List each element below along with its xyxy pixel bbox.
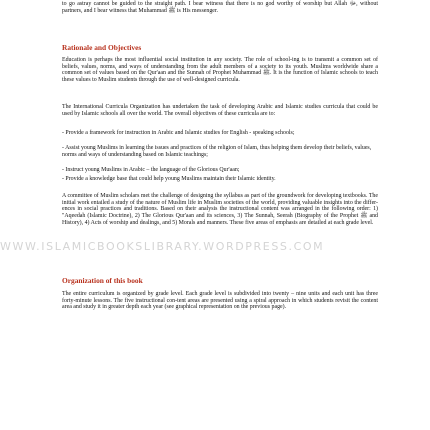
- intro-block: [62, 1, 378, 14]
- intro-paragraph: to go astray cannot be guided to the straight path. I bear witness that there is no god worthy of worship but Allah ﷻ, without partners, and I bear witness that Muhammad ﷺ is His messenger.: [62, 1, 378, 14]
- paragraph-curriculum: The entire curriculum is organized by grade level. Each grade level is subdivided into twenty – nine units and each unit has three forty-minute lessons. The five instructional con-tent areas are presented using a spiral approach in which students revisit the content area and study it in greater depth each year (see graphical representation on the previous page).: [62, 291, 378, 311]
- objectives-list-3: [62, 167, 378, 174]
- watermark-text: WWW.ISLAMICBOOKSLIBRARY.WORDPRESS.COM: [0, 240, 325, 253]
- objectives-list-2: [62, 145, 378, 158]
- section-rationale: [62, 44, 378, 52]
- objective-item: - Assist young Muslims in learning the issues and practices of the religion of Islam, thus helping them develop their beliefs, values, norms and ways of understanding based on Islamic teachings;: [62, 145, 372, 158]
- paragraph-education: Education is perhaps the most influential social institution in any society. The role of school-ing is to transmit a common set of beliefs, values, norms, and ways of understanding from the adult members of a society to its youth. Muslims worldwide share a common set of values based on the Qur'aan and the Sunnah of Prophet Muhammad ﷺ. It is the function of Islamic schools to teach these values to Muslim students through the use of well-designed curricula.: [62, 57, 378, 84]
- section-heading-organization: Organization of this book: [62, 276, 143, 285]
- objective-item: - Provide a framework for instruction in Arabic and Islamic studies for English - speaking schools;: [62, 130, 295, 136]
- rationale-paragraph-2: [62, 104, 378, 117]
- objective-item: - Provide a knowledge base that could help young Muslims maintain their Islamic identity.: [62, 176, 276, 182]
- objectives-list: [62, 130, 378, 137]
- section-organization: [62, 277, 378, 285]
- objectives-list-4: [62, 176, 378, 183]
- section-heading-rationale: Rationale and Objectives: [62, 43, 142, 52]
- organization-paragraph: [62, 291, 378, 311]
- objective-item: - Instruct young Muslims in Arabic – the language of the Glorious Qur'aan;: [62, 167, 240, 173]
- paragraph-ico: The International Curricula Organization has undertaken the task of developing Arabic and Islamic studies curricula that could be used by Islamic schools all over the world. The overall objectives of these curricula are to:: [62, 104, 378, 117]
- rationale-paragraph-1: [62, 57, 378, 84]
- paragraph-committee: A committee of Muslim scholars met the challenge of designing the syllabus as part of the groundwork for developing textbooks. The initial work entailed a study of the nature of Muslim life in Muslim societies of the world, providing valuable insights into the differ-ences in social practices and traditions. Based on their analysis the instructional content was arranged in the following order: 1) "Aqeedah (Islamic Doctrine), 2) The Glorious Qur'aan and its sciences, 3) The Sunnah, Seerah (Biography of the Prophet ﷺ and History), 4) Acts of worship and dealings, and 5) Morals and manners. These five areas of emphasis are detailed at each grade level.: [62, 193, 379, 226]
- rationale-paragraph-3: [62, 193, 378, 227]
